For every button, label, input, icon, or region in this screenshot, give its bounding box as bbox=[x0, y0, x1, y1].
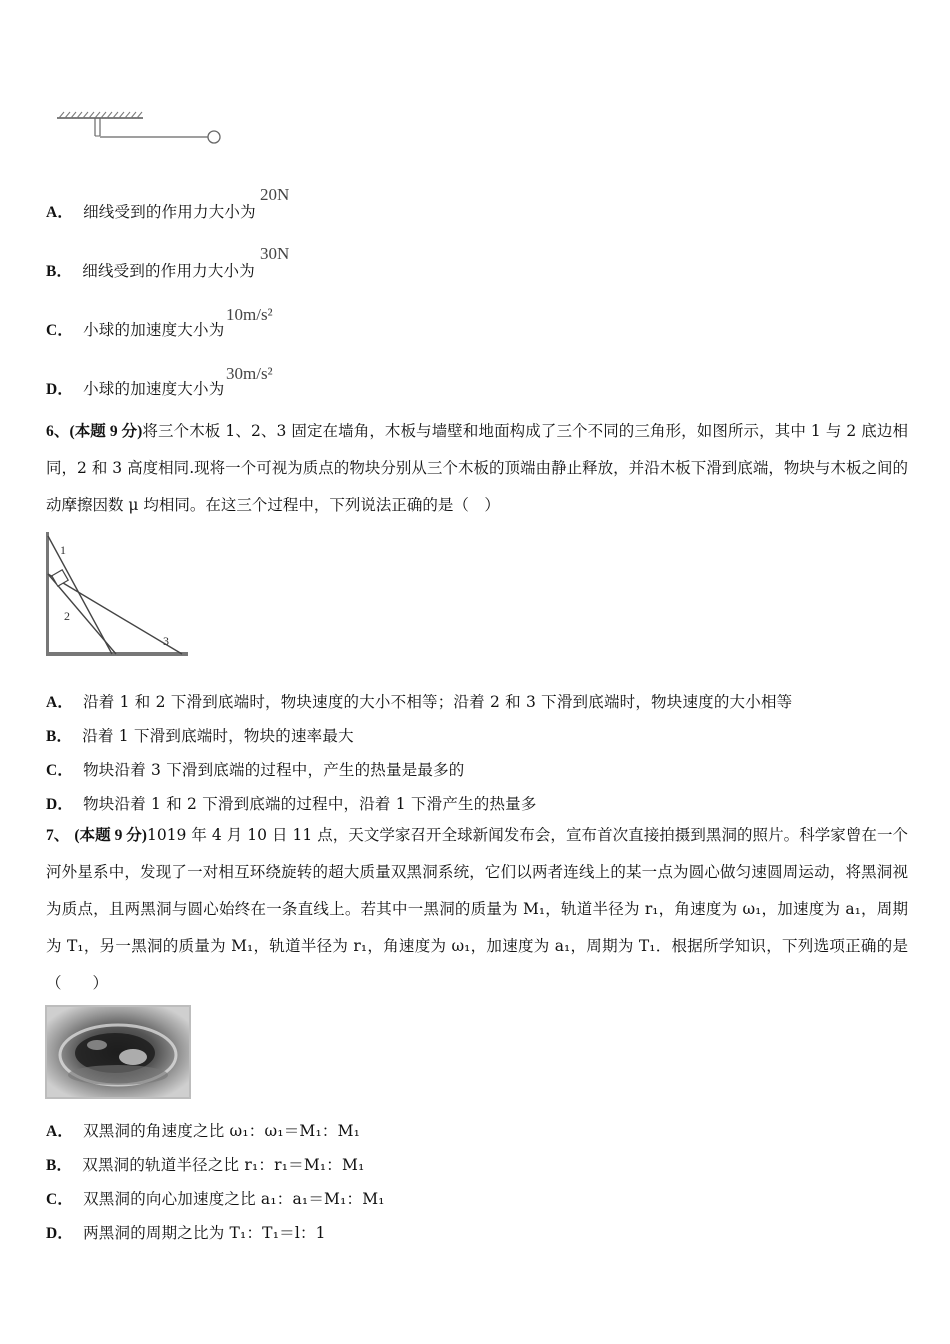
q7-option-d[interactable]: D． 两黑洞的周期之比为 T₁：T₁＝l：1 bbox=[46, 1224, 326, 1242]
pendulum-figure bbox=[55, 108, 235, 153]
q7-number: 7、 bbox=[46, 827, 70, 844]
q7-stem bbox=[46, 817, 908, 1002]
board-label-1: 1 bbox=[60, 543, 66, 557]
boards-figure bbox=[42, 530, 192, 662]
black-hole-photo bbox=[45, 1005, 191, 1099]
q6-option-d[interactable]: D． 物块沿着 1 和 2 下滑到底端的过程中，沿着 1 下滑产生的热量多 bbox=[46, 795, 537, 813]
q5-option-d-value: 30m/s² bbox=[226, 364, 273, 383]
q5-option-b-value: 30N bbox=[260, 244, 290, 263]
q5-option-b[interactable]: B． 细线受到的作用力大小为 bbox=[46, 262, 255, 280]
q6-stem bbox=[46, 413, 908, 524]
q7-option-c[interactable]: C． 双黑洞的向心加速度之比 a₁：a₁＝M₁：M₁ bbox=[46, 1190, 385, 1208]
q5-option-c-value: 10m/s² bbox=[226, 305, 273, 324]
q6-option-b[interactable]: B． 沿着 1 下滑到底端时，物块的速率最大 bbox=[46, 727, 354, 745]
q7-stem-text: 1019 年 4 月 10 日 11 点，天文学家召开全球新闻发布会，宣布首次直接拍摄到黑洞的照片。科学家曾在一个河外星系中，发现了一对相互环绕旋转的超大质量双黑洞系统，它们以两者连线上的某一点为圆心做匀速圆周运动，将黑洞视为质点，且两黑洞与圆心始终在一条直线上。若其中一黑洞的质量为 M₁，轨道半径为 r₁，角速度为 ω₁，加速度为 a₁，周期为 T₁，另一黑洞的质量为 M₁，轨道半径为 r₁，角速度为 ω₁，加速度为 a₁，周期为 T₁．根据所学知识，下列选项正确的是（ ） bbox=[46, 826, 908, 992]
board-label-2: 2 bbox=[64, 609, 70, 623]
q5-option-a-value: 20N bbox=[260, 185, 290, 204]
q5-option-a[interactable]: A． 细线受到的作用力大小为 bbox=[46, 203, 256, 221]
q5-option-c[interactable]: C． 小球的加速度大小为 bbox=[46, 321, 225, 339]
q7-score: (本题 9 分) bbox=[74, 827, 147, 844]
board-label-3: 3 bbox=[163, 634, 169, 648]
q6-option-a[interactable]: A． 沿着 1 和 2 下滑到底端时，物块速度的大小不相等；沿着 2 和 3 下滑到底端时，物块速度的大小相等 bbox=[46, 693, 793, 711]
q5-option-d[interactable]: D． 小球的加速度大小为 bbox=[46, 380, 225, 398]
q6-stem-text: 将三个木板 1、2、3 固定在墙角，木板与墙壁和地面构成了三个不同的三角形，如图所示，其中 1 与 2 底边相同，2 和 3 高度相同.现将一个可视为质点的物块分别从三个木板的顶端由静止释放，并沿木板下滑到底端，物块与木板之间的动摩擦因数 μ 均相同。在这三个过程中，下列说法正确的是（ ） bbox=[46, 422, 908, 514]
q6-number: 6、 bbox=[46, 423, 70, 440]
q6-option-c[interactable]: C． 物块沿着 3 下滑到底端的过程中，产生的热量是最多的 bbox=[46, 761, 465, 779]
q6-score: (本题 9 分) bbox=[69, 423, 143, 440]
q7-option-b[interactable]: B． 双黑洞的轨道半径之比 r₁：r₁＝M₁：M₁ bbox=[46, 1156, 365, 1174]
q7-option-a[interactable]: A． 双黑洞的角速度之比 ω₁：ω₁＝M₁：M₁ bbox=[46, 1122, 361, 1140]
